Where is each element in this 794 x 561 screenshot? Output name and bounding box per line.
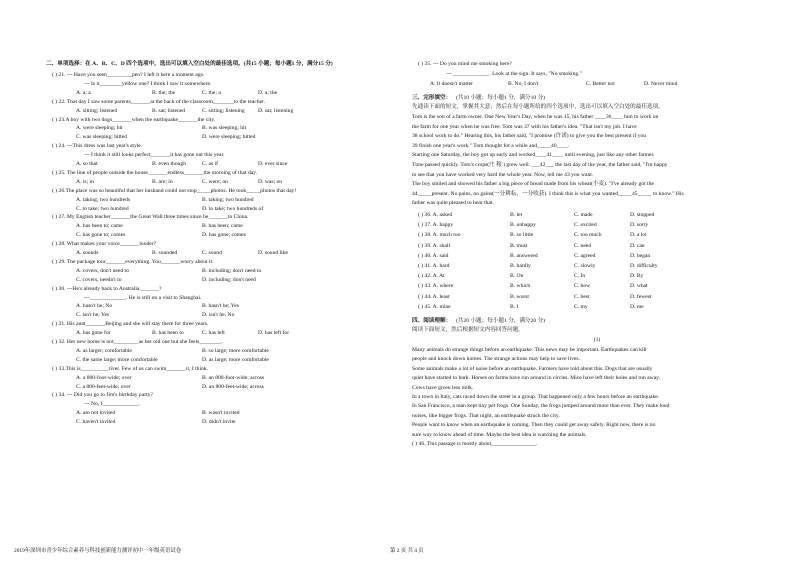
question-stem-continuation: --- No, I_____________. bbox=[84, 401, 141, 408]
answer-option: B. answered bbox=[510, 252, 538, 259]
cloze-passage-line: Time passed quickly. Tom's crops(庄 稼 ) grew well. ___42___ the last day of the year, the father said, "I'm happy bbox=[412, 162, 668, 168]
answer-option: D. me bbox=[630, 303, 644, 310]
answer-option: B. sounded bbox=[152, 250, 178, 256]
section-3-instructions: 先通读下面的短文，掌握其大意；然后在每小题所给的四个选项中，选出可以填入空白处的最佳选项。 bbox=[412, 104, 664, 110]
answer-option: D. sat; listening bbox=[258, 107, 294, 114]
answer-option: B. On bbox=[510, 273, 524, 280]
cloze-passage-line: the farm for one year when he was free. Tom was 37 with his father's idea. "That isn't my job. I have bbox=[412, 123, 637, 130]
answer-option: B. the; the bbox=[152, 89, 176, 96]
answer-option: C. sitting; listening bbox=[202, 107, 245, 114]
question-stem: ( ) 26.The place was so beautiful that her husband could not stop_____photos. He took_____photos that day! bbox=[52, 187, 297, 194]
answer-option: D. Never mind bbox=[644, 81, 678, 87]
answer-option: A. hasn't he; No bbox=[76, 303, 113, 310]
answer-option: D. has gone; comes bbox=[202, 232, 246, 239]
answer-option: B. taking; two hundred bbox=[202, 196, 254, 203]
question-stem-continuation: --- I think it still looks perfect_______it has gone out this year. bbox=[84, 152, 225, 159]
answer-option: A. as larger; comfortable bbox=[76, 347, 132, 354]
answer-option: B. even though bbox=[152, 161, 187, 167]
answer-option: B. unhappy bbox=[510, 222, 536, 229]
answer-option: B. has been to bbox=[152, 330, 184, 337]
answer-option: C. a 800-feet-wide; over bbox=[76, 383, 131, 390]
answer-option: B. worst bbox=[510, 293, 529, 300]
reading-passage-line: Some animals make a lot of noise before an earthquake. Farmers have told about this. Dogs that are usually bbox=[412, 365, 653, 372]
answer-option: ( ) 44. A. least bbox=[418, 293, 450, 300]
cloze-passage-line: 39 finish one year's work." Tom thought for a while and_____40____. bbox=[412, 142, 570, 149]
answer-option: C. the same large; more comfortable bbox=[76, 356, 158, 363]
answer-option: D. including; don't need bbox=[202, 276, 256, 283]
answer-option: C. the; a bbox=[202, 89, 221, 96]
answer-option: C. haven't invited bbox=[76, 419, 116, 426]
question-stem: ( ) 33.This is__________river. Few of us can swim_______it, I think. bbox=[52, 365, 208, 372]
question-stem: ( ) 24. ---This dress was last year's style. bbox=[52, 143, 143, 150]
answer-option: C. excited bbox=[574, 222, 597, 229]
answer-option: A. sitting; listened bbox=[76, 107, 118, 114]
answer-option: D. were sleeping; hitted bbox=[202, 134, 256, 141]
answer-option: D. began bbox=[630, 252, 651, 259]
answer-option: B. so large; more comfortable bbox=[202, 347, 269, 354]
answer-option: ( ) 36. A. asked bbox=[418, 212, 453, 218]
question-stem: ( ) 31. His aunt_______Beijing and she will stay there for three years. bbox=[52, 321, 209, 328]
answer-option: A. am not invited bbox=[76, 410, 116, 417]
answer-option: C. too much bbox=[574, 232, 602, 239]
answer-option: D. ever since bbox=[258, 161, 288, 167]
answer-option: D. fewest bbox=[630, 293, 652, 300]
section-4-instructions: 阅读下面短文，然后根据短文内容回答问题。 bbox=[412, 327, 524, 333]
question-stem: ( ) 23.A boy with two dogs_______when the earthquake_______the city. bbox=[52, 116, 216, 123]
answer-option: D. an 800-feet-wide; across bbox=[202, 383, 264, 390]
answer-option: D. has left for bbox=[258, 330, 290, 337]
answer-option: D. didn't invite bbox=[202, 419, 236, 426]
answer-option: A. has been to; came bbox=[76, 223, 123, 230]
answer-option: ( ) 42. A. At bbox=[418, 273, 445, 280]
answer-option: B. was sleeping; hit bbox=[202, 125, 247, 132]
reading-passage-line: In San Francisco, a man kept tiny pet frogs. One Sunday, the frogs jumped around more than ever. They make loud bbox=[412, 403, 670, 410]
answer-option: ( ) 37. A. happy bbox=[418, 222, 454, 229]
question-stem: ( ) 29. The package tour_______everything. You_______worry about it. bbox=[52, 258, 214, 265]
answer-option: C. was sleeping; hitted bbox=[76, 134, 127, 141]
answer-option: C. covers, needn't to bbox=[76, 276, 122, 283]
cloze-passage-line: 38 school work to do." Hearing this, his father said, "I promise (许诺) to give you the best present if you bbox=[412, 133, 647, 140]
section-3-title: 三、完形填空： bbox=[412, 95, 452, 101]
passage-number: (1) bbox=[593, 337, 601, 343]
footer-left: 2019年深圳市青少年综合素养与科技创新能力测评初中一年级英语试卷 bbox=[14, 548, 182, 554]
answer-option: ( ) 43. A. where bbox=[418, 283, 454, 290]
question-stem-continuation: --- Is it________yellow one? I think I saw it somewhere. bbox=[84, 80, 212, 87]
answer-option: B. let bbox=[510, 212, 523, 218]
answer-option: A. so that bbox=[76, 161, 98, 167]
reading-passage-line: Cows have given less milk. bbox=[412, 384, 474, 391]
answer-option: C. In bbox=[574, 273, 586, 280]
answer-option: D. stopped bbox=[630, 212, 655, 218]
answer-option: D. a; the bbox=[258, 89, 278, 96]
reading-passage-line: quiet have started to bark. Horses on farms have run around in circles. Mice have left their holes and run away. bbox=[412, 375, 661, 382]
cloze-passage-line: to see that you have worked very hard the whole year. Now, tell me 43 you want. bbox=[412, 171, 594, 178]
answer-option: D. to take; two hundreds of bbox=[202, 205, 264, 212]
cloze-passage-line: father was quite pleased to hear that. bbox=[412, 200, 494, 207]
answer-option: D. what bbox=[630, 283, 648, 290]
answer-option: B. must bbox=[510, 242, 528, 249]
answer-option: C. has left bbox=[202, 330, 225, 337]
answer-option: C. to take; two hundred bbox=[76, 205, 129, 212]
answer-option: C. need bbox=[574, 242, 592, 249]
question-stem: ( ) 25. The line of people outside the house_______endless_______the morning of that day. bbox=[52, 169, 258, 176]
answer-option: B. an 800-foot-wide; across bbox=[202, 374, 265, 381]
section-3-note: (共10 小题；每小题1 分，满分10 分) bbox=[456, 95, 546, 101]
question-stem-continuation: --- _____________. Look at the sign. It says, "No smoking." bbox=[446, 71, 582, 77]
reading-passage-line: Many animals do strange things before an earthquake. This news may be important. Earthquakes can kill bbox=[412, 347, 647, 353]
answer-option: D. sorry bbox=[630, 222, 649, 229]
answer-option: C. has gone to; comes bbox=[76, 232, 126, 239]
answer-option: C. as if bbox=[202, 161, 219, 167]
answer-option: ( ) 38. A. much too bbox=[418, 232, 461, 239]
section-4-title: 四、阅读理解： bbox=[412, 318, 452, 324]
question-stem: ( ) 30. ---He's already back to Australia_______? bbox=[52, 285, 162, 292]
answer-option: C. Better not bbox=[586, 81, 615, 87]
reading-passage-line: sure way to know ahead of time. Maybe the best idea is watching the animals. bbox=[412, 431, 587, 438]
answer-option: D. sound like bbox=[258, 250, 288, 256]
answer-option: D. a lot bbox=[630, 232, 647, 239]
answer-option: C. how bbox=[574, 283, 591, 290]
answer-option: C. best bbox=[574, 293, 590, 300]
reading-passage-line: ( ) 46. This passage is mostly about________________. bbox=[412, 441, 538, 447]
question-stem: ( ) 28. What makes your voice_______louder? bbox=[52, 241, 157, 248]
answer-option: A. It doesn't matter bbox=[430, 81, 473, 87]
answer-option: C. were; on bbox=[202, 178, 228, 185]
section-2-title: 二、单项选择：在 A、B、C、D 四个选项中，选出可以填入空白处的最佳选项。(共15 小题；每小题1 分，满分15 分) bbox=[46, 61, 333, 67]
answer-option: B. sat; listened bbox=[152, 107, 186, 114]
answer-option: B. I bbox=[510, 303, 519, 310]
answer-option: A. taking; two hundreds bbox=[76, 196, 131, 203]
answer-option: B. hardly bbox=[510, 263, 531, 269]
reading-passage-line: people and knock down homes. The strange actions may help to save lives. bbox=[412, 356, 580, 363]
footer-page-number: 第 2 页 共 4 页 bbox=[390, 548, 424, 554]
answer-option: B. which bbox=[510, 283, 531, 290]
answer-option: C. slowly bbox=[574, 263, 596, 269]
cloze-passage-line: The boy smiled and showed his father a big piece of bread made from his wheat(小麦). "I've already got the bbox=[412, 181, 654, 188]
answer-option: A. sounds bbox=[76, 250, 99, 256]
answer-option: A. has gone for bbox=[76, 330, 111, 337]
question-stem: ( ) 32. Her new home is not_________as her old one but she feels________. bbox=[52, 339, 224, 345]
answer-option: D. can bbox=[630, 242, 645, 249]
answer-option: C. sound bbox=[202, 250, 222, 256]
answer-option: B. including; don't need to bbox=[202, 267, 262, 274]
answer-option: B. wasn't invited bbox=[202, 410, 240, 417]
answer-option: ( ) 40. A. said bbox=[418, 252, 449, 259]
question-stem: ( ) 21. --- Have you seen_________pen? I left it here a moment ago. bbox=[52, 72, 205, 78]
answer-option: D. isn't he; No bbox=[202, 312, 235, 319]
answer-option: B. so little bbox=[510, 232, 534, 239]
reading-passage-line: In a town in Italy, cats raced down the street in a group. That happened only a few hours before an earthquake. bbox=[412, 394, 660, 400]
answer-option: C. agreed bbox=[574, 252, 596, 259]
answer-option: D. By bbox=[630, 273, 644, 280]
cloze-passage-line: Tom is the son of a farm owner. One New Year's Day, when he was 15, his father ____36____ him to work on bbox=[412, 114, 659, 120]
question-stem: ( ) 27. My English teacher_______the Great Wall three times since he_______to China. bbox=[52, 214, 249, 221]
section-4-note: (共20 小题；每小题1 分，满分20 分) bbox=[456, 318, 546, 324]
reading-passage-line: noises, like bigger frogs. That night, an earthquake struck the city. bbox=[412, 412, 560, 419]
answer-option: C. my bbox=[574, 303, 588, 310]
answer-option: ( ) 41. A. hard bbox=[418, 263, 450, 269]
reading-passage-line: People want to know when an earthquake is coming. Then they could get away safely. Right now, there is no bbox=[412, 422, 656, 429]
cloze-passage-line: Starting one Saturday, the boy got up early and worked____41____ until evening, just like any other farmer. bbox=[412, 152, 655, 159]
answer-option: A. were sleeping; hit bbox=[76, 125, 123, 132]
answer-option: D. difficulty bbox=[630, 263, 658, 269]
answer-option: ( ) 45. A. mine bbox=[418, 303, 451, 310]
answer-option: D. as large; more comfortable bbox=[202, 356, 269, 363]
answer-option: D. was; on bbox=[258, 178, 283, 185]
answer-option: B. hasn't he; Yes bbox=[202, 303, 239, 310]
question-stem: ( ) 22. That day I saw some parents_______at the back of the classroom,_______to the teacher. bbox=[52, 98, 266, 105]
question-stem: ( ) 35. --- Do you mind me smoking here? bbox=[418, 61, 512, 67]
cloze-passage-line: 44_____present. No pains, no gains(一分耕耘，一分收获). I think this is what you wanted_____45_____ to know." His bbox=[412, 190, 684, 197]
answer-option: C. isn't he; Yes bbox=[76, 312, 110, 319]
answer-option: B. No, I don't bbox=[508, 81, 539, 87]
answer-option: C. made bbox=[574, 212, 593, 218]
answer-option: A. a 800-foot-wide; over bbox=[76, 374, 132, 381]
answer-option: ( ) 39. A. shall bbox=[418, 242, 451, 249]
answer-option: A. covers, don't need to bbox=[76, 267, 129, 274]
answer-option: B. has been; came bbox=[202, 223, 243, 230]
answer-option: A. a; a bbox=[76, 89, 91, 96]
question-stem: ( ) 34. --- Did you go to Jim's birthday party? bbox=[52, 392, 153, 399]
answer-option: B. are; in bbox=[152, 178, 173, 185]
question-stem-continuation: ---_____________. He is still on a visit to Shanghai. bbox=[84, 294, 202, 301]
answer-option: A. is; in bbox=[76, 178, 94, 185]
